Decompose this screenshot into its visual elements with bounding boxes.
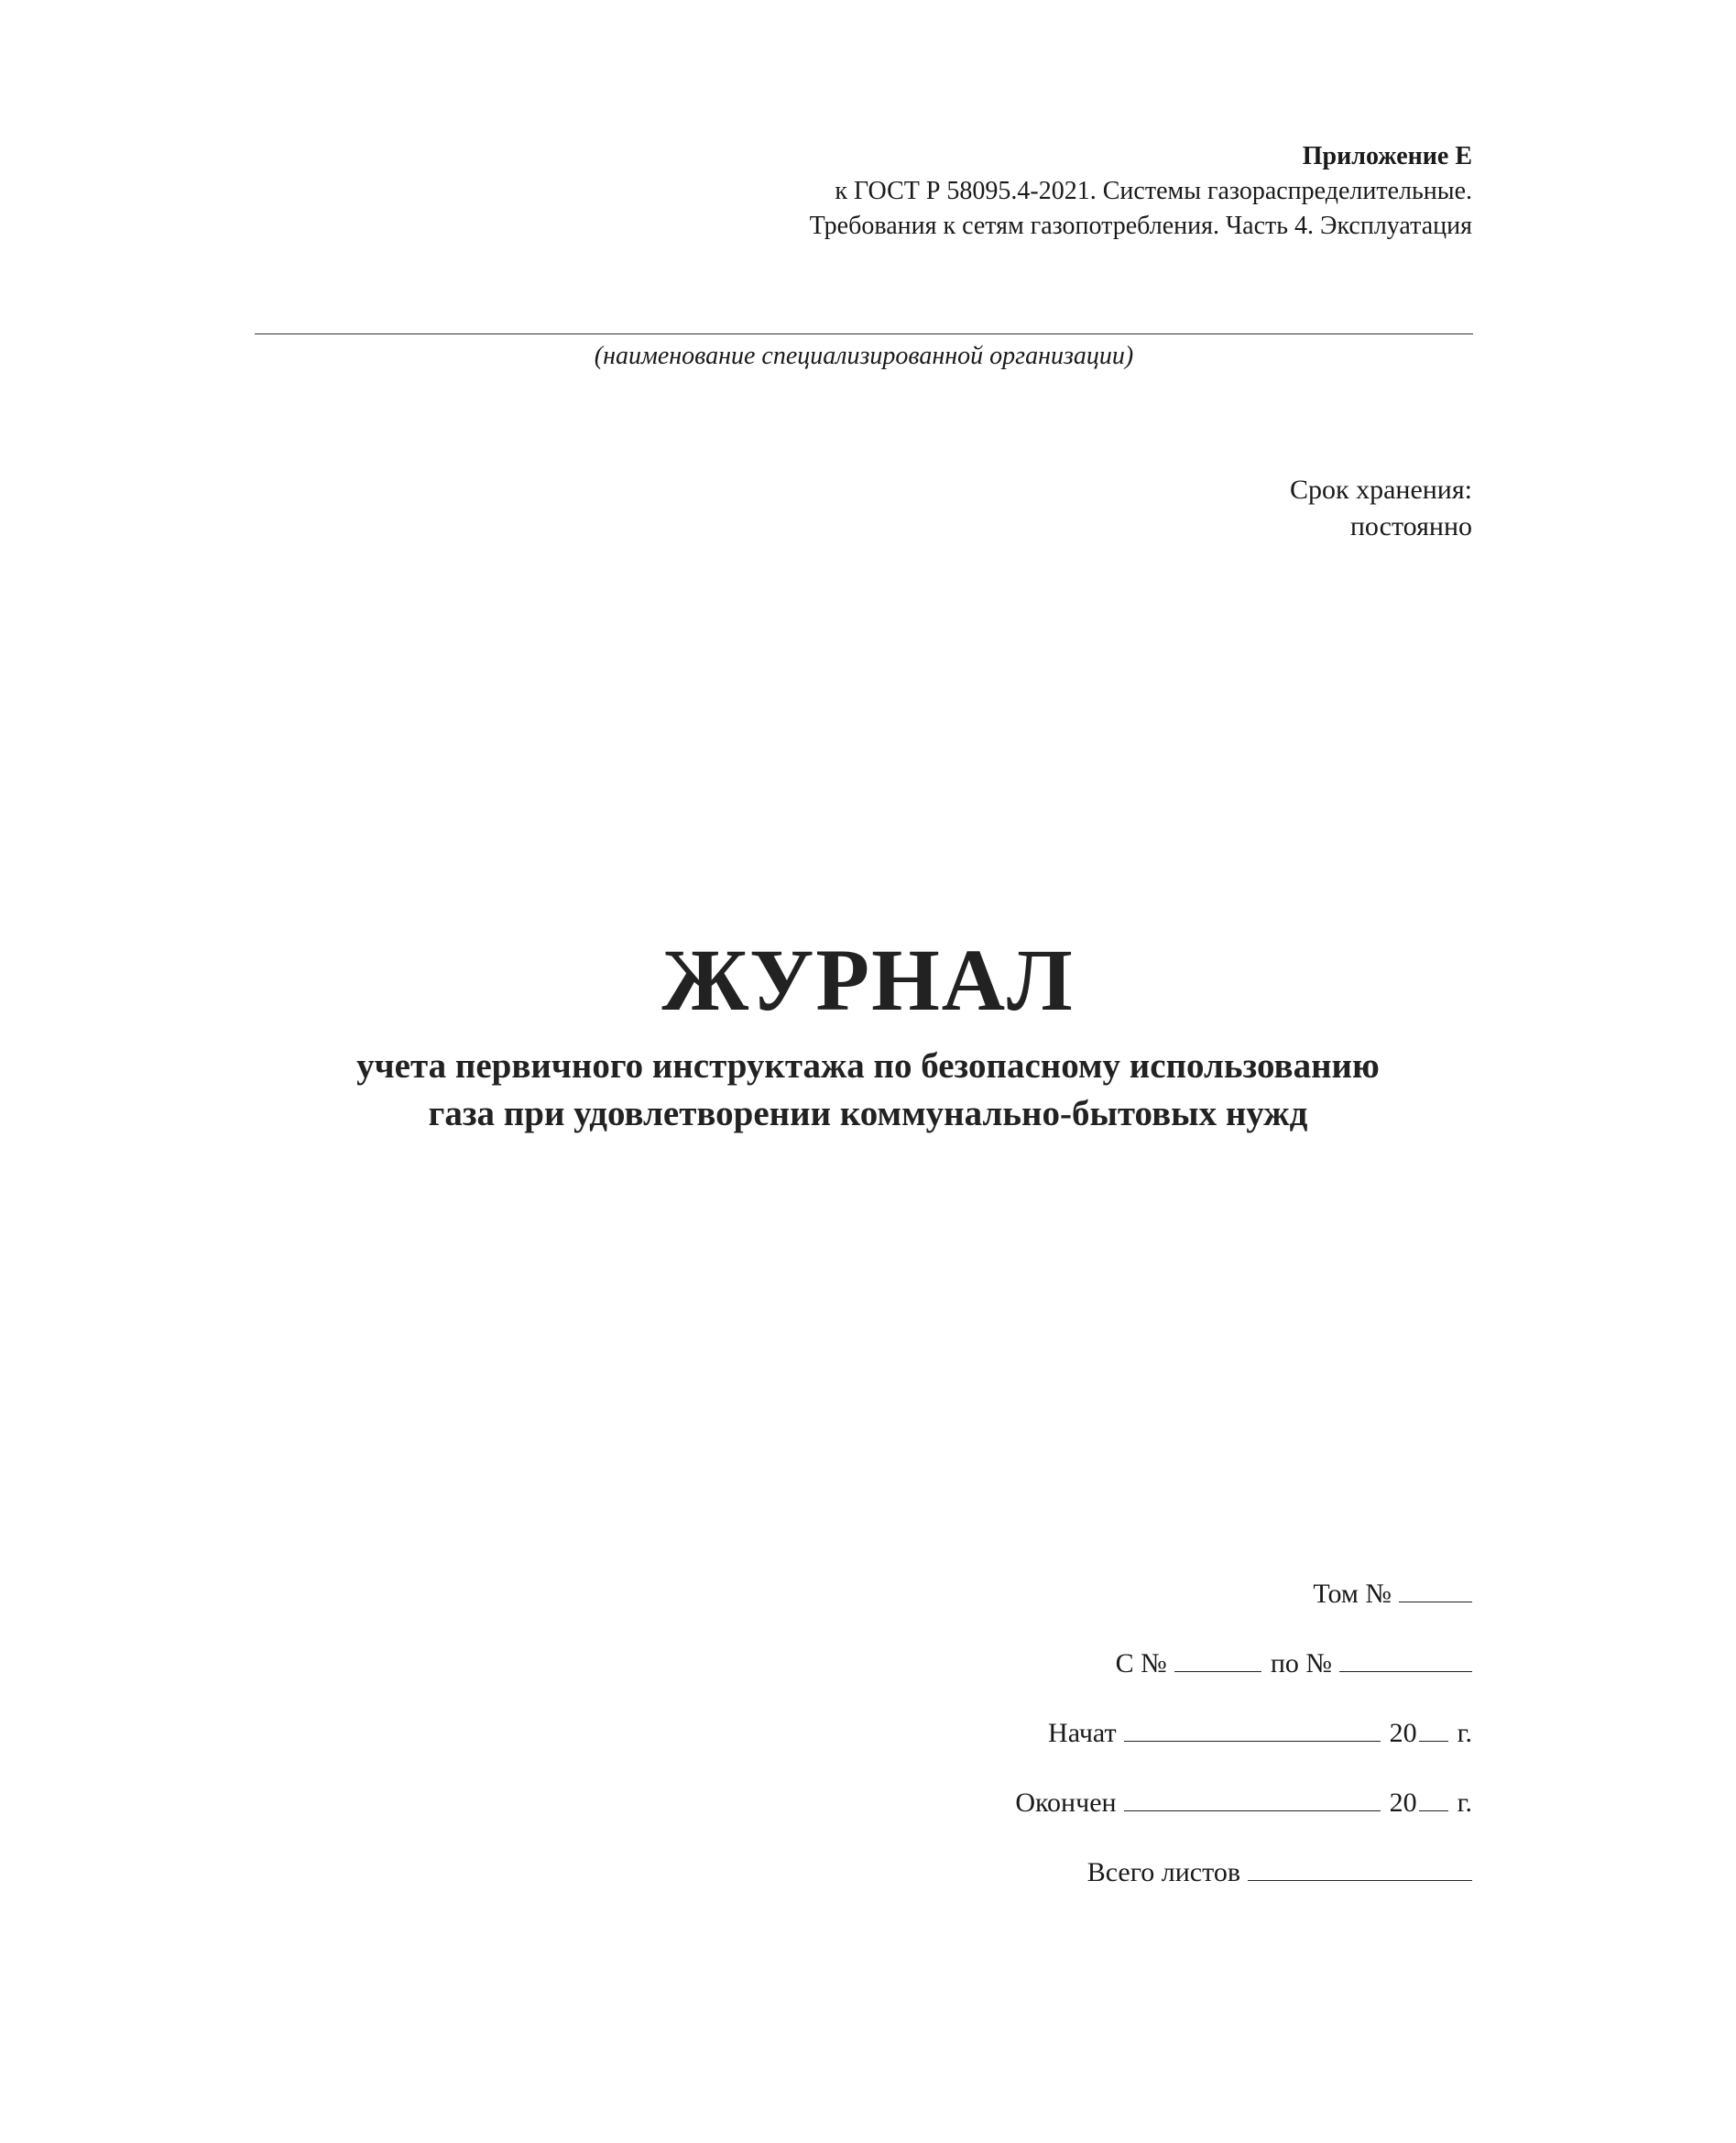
total-sheets-label: Всего листов bbox=[1086, 1857, 1240, 1887]
to-label: по № bbox=[1270, 1648, 1332, 1678]
volume-number-blank[interactable] bbox=[1399, 1574, 1472, 1602]
finished-year-prefix: 20 bbox=[1389, 1788, 1417, 1818]
organization-name-line bbox=[255, 333, 1473, 334]
finished-year-suffix: г. bbox=[1457, 1788, 1472, 1818]
total-sheets-row bbox=[1015, 1853, 1472, 1922]
finished-label: Окончен bbox=[1015, 1788, 1117, 1818]
journal-title-block bbox=[0, 925, 1736, 1138]
started-year-blank[interactable] bbox=[1419, 1713, 1448, 1742]
total-sheets-blank[interactable] bbox=[1248, 1853, 1472, 1881]
volume-number-row bbox=[1015, 1574, 1472, 1644]
volume-label: Том № bbox=[1313, 1579, 1392, 1609]
from-number-blank[interactable] bbox=[1174, 1644, 1261, 1672]
storage-value: постоянно bbox=[1349, 511, 1472, 541]
started-row bbox=[1015, 1713, 1472, 1783]
volume-fields bbox=[1015, 1574, 1472, 1922]
started-date-blank[interactable] bbox=[1124, 1713, 1381, 1742]
finished-year-blank[interactable] bbox=[1419, 1783, 1448, 1811]
to-number-blank[interactable] bbox=[1339, 1644, 1472, 1672]
journal-subtitle bbox=[0, 1043, 1736, 1138]
from-label: С № bbox=[1115, 1648, 1167, 1678]
appendix-line-2: Требования к сетям газопотребления. Часть 4. Эксплуатация bbox=[809, 212, 1472, 240]
journal-title: ЖУРНАЛ bbox=[661, 931, 1075, 1029]
finished-date-blank[interactable] bbox=[1124, 1783, 1381, 1811]
finished-row bbox=[1015, 1783, 1472, 1853]
journal-subtitle-line-2: газа при удовлетворении коммунально-бытовых нужд bbox=[428, 1094, 1308, 1133]
appendix-title: Приложение Е bbox=[1302, 142, 1472, 170]
journal-subtitle-line-1: учета первичного инструктажа по безопасному использованию bbox=[356, 1046, 1380, 1086]
started-year-prefix: 20 bbox=[1389, 1718, 1417, 1748]
appendix-line-1: к ГОСТ Р 58095.4-2021. Системы газораспределительные. bbox=[835, 177, 1472, 205]
number-range-row bbox=[1015, 1644, 1472, 1713]
started-year-suffix: г. bbox=[1457, 1718, 1472, 1748]
organization-caption: (наименование специализированной организации) bbox=[594, 342, 1134, 370]
appendix-header bbox=[810, 139, 1472, 244]
storage-period bbox=[1290, 472, 1472, 545]
started-label: Начат bbox=[1048, 1718, 1117, 1748]
storage-label: Срок хранения: bbox=[1289, 475, 1472, 505]
